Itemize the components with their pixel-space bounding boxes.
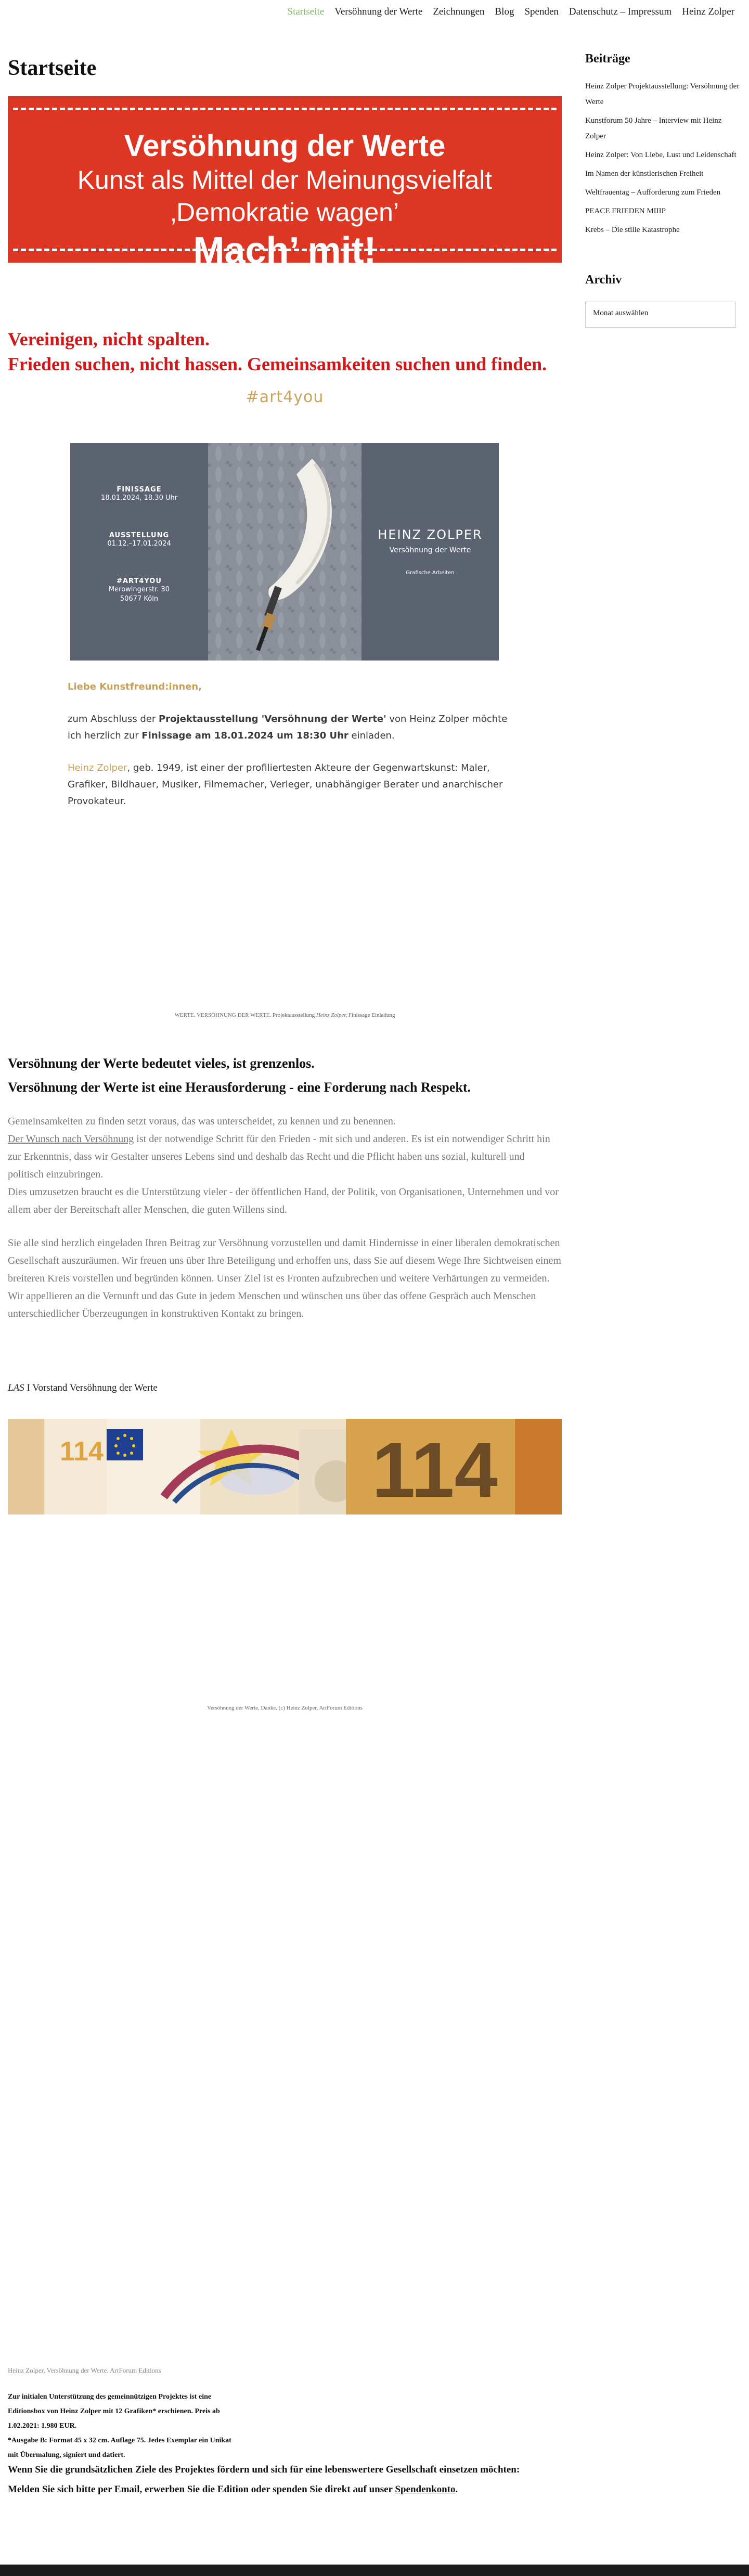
nav-item-startseite[interactable]: Startseite: [287, 6, 325, 17]
slogan-line-1: Vereinigen, nicht spalten.: [8, 329, 210, 349]
nav-item-blog[interactable]: Blog: [495, 6, 514, 17]
nav-item-zeichnungen[interactable]: Zeichnungen: [433, 6, 485, 17]
post-link[interactable]: PEACE FRIEDEN MIIIP: [585, 207, 666, 215]
donation-call: Wenn Sie die grundsätzlichen Ziele des Projektes fördern und sich für eine lebenswertere Gesellschaft einsetzen möchten: Melden Sie sich bitte per Email, erwerben Sie die Edition oder spenden Sie direkt auf unser Spendenkonto.: [8, 2464, 520, 2495]
flyer-artwork-photo: [208, 443, 361, 661]
banknote-illustration: [8, 1419, 562, 1514]
brush-sculpture-illustration: [208, 443, 361, 661]
nav-item-versoehnung[interactable]: Versöhnung der Werte: [334, 6, 423, 17]
signature: LAS I Vorstand Versöhnung der Werte: [8, 1382, 158, 1393]
banknote-caption: Versöhnung der Werte, Danke. (c) Heinz Zolper, ArtForum Editions: [207, 1705, 363, 1711]
flyer-finissage-heading: FINISSAGE: [117, 486, 162, 494]
banner-line-1: Versöhnung der Werte: [124, 129, 446, 163]
intro-paragraph-1: Gemeinsamkeiten zu finden setzt voraus, das was unterscheidet, zu kennen und zu benennen. Der Wunsch nach Versöhnung ist der notwendige Schritt für den Frieden - mit sich und anderen. Es ist ein notwendiger Schritt hin zur Erkenntnis, dass wir Gestalter unseres Lebens sind und deshalb das Recht und die Pflicht haben uns sozial, kulturell und politisch einzubringen. Dies umzusetzen braucht es die Unterstützung vieler - der öffentlichen Hand, der Politik, von Organisationen, Unternehmen und vor allem aber der Bereitschaft aller Menschen, die guten Willens sind.: [8, 1116, 559, 1215]
slogan: [8, 327, 562, 377]
flyer-event-info: [70, 443, 208, 661]
beitraege-title: Beiträge: [585, 52, 630, 66]
intro-text: [8, 1112, 562, 1338]
heading-grenzenlos: Versöhnung der Werte bedeutet vieles, ist grenzenlos.: [8, 1056, 315, 1071]
sidebar: [585, 52, 741, 317]
post-link[interactable]: Heinz Zolper: Von Liebe, Lust und Leidenschaft: [585, 151, 737, 159]
banner-dashed-line-top: [13, 108, 557, 110]
post-link[interactable]: Im Namen der künstlerischen Freiheit: [585, 170, 704, 178]
flyer-artist-info: [361, 443, 499, 661]
banknote-number: 114: [372, 1426, 498, 1513]
nav-item-heinz-zolper[interactable]: Heinz Zolper: [682, 6, 734, 17]
banknote-artwork-image: [8, 1419, 562, 1514]
footer-bar: [0, 2565, 749, 2576]
main-content: [8, 47, 562, 2495]
spendenkonto-link[interactable]: Spendenkonto: [395, 2484, 456, 2495]
hashtag: #art4you: [246, 388, 324, 406]
top-navigation: [0, 0, 749, 27]
banner-line-4: Mach’ mit!: [193, 230, 377, 271]
flyer-caption: WERTE. VERSÖHNUNG DER WERTE. Projektausstellung Heinz Zolper, Finissage Einladung: [174, 1012, 395, 1018]
banner-dashed-line-bottom: [13, 249, 557, 251]
nav-item-spenden[interactable]: Spenden: [524, 6, 559, 17]
svg-text:114: 114: [60, 1436, 104, 1467]
finissage-flyer-image: [70, 443, 499, 661]
nav-menu: [282, 6, 740, 18]
flyer-venue-heading: #ART4YOU: [117, 577, 162, 585]
post-link[interactable]: Weltfrauentag – Aufforderung zum Frieden: [585, 188, 721, 197]
flyer-finissage-date: 18.01.2024, 18.30 Uhr: [100, 494, 178, 502]
artist-link[interactable]: Heinz Zolper: [68, 762, 127, 773]
post-link[interactable]: Krebs – Die stille Katastrophe: [585, 226, 680, 234]
flyer-artist-subtitle: Versöhnung der Werte: [389, 546, 471, 554]
flyer-artist-works: Grafische Arbeiten: [406, 570, 455, 576]
edition-image-caption: Heinz Zolper, Versöhnung der Werte. ArtForum Editions: [8, 2366, 161, 2374]
slogan-line-2: Frieden suchen, nicht hassen. Gemeinsamkeiten suchen und finden.: [8, 354, 547, 374]
banner-line-2: Kunst als Mittel der Meinungsvielfalt: [77, 165, 493, 195]
hero-banner: [8, 96, 562, 271]
invitation-letter: [68, 679, 510, 825]
heading-respekt: Versöhnung der Werte ist eine Herausforderung - eine Forderung nach Respekt.: [8, 1080, 471, 1095]
banner-text: [8, 128, 562, 273]
archiv-title: Archiv: [585, 273, 622, 287]
nav-item-datenschutz[interactable]: Datenschutz – Impressum: [569, 6, 672, 17]
letter-paragraph-2: Heinz Zolper, geb. 1949, ist einer der profiliertesten Akteure der Gegenwartskunst: Maler, Grafiker, Bildhauer, Musiker, Filmemacher, Verleger, unabhängiger Berater und anarchischer Provokateur.: [68, 762, 503, 807]
letter-greeting: Liebe Kunstfreund:innen,: [68, 681, 202, 692]
banner-line-3: ‚Demokratie wagen’: [170, 198, 399, 227]
post-link[interactable]: Kunstforum 50 Jahre – Interview mit Heinz Zolper: [585, 116, 722, 140]
recent-posts-list: [585, 79, 741, 238]
archive-month-select[interactable]: Monat auswählen: [585, 302, 736, 328]
page-title: Startseite: [8, 56, 97, 80]
flyer-venue-city: 50677 Köln: [120, 595, 159, 603]
flyer-ausstellung-heading: AUSSTELLUNG: [109, 532, 170, 539]
versoehnung-link[interactable]: Der Wunsch nach Versöhnung: [8, 1133, 134, 1145]
flyer-ausstellung-dates: 01.12.–17.01.2024: [107, 540, 171, 548]
flyer-venue-street: Merowingerstr. 30: [108, 586, 170, 593]
intro-paragraph-2: Sie alle sind herzlich eingeladen Ihren Beitrag zur Versöhnung vorzustellen und damit Hindernisse in einer liberalen demokratischen Gesellschaft auszuräumen. Wir freuen uns über Ihre Beteiligung und erhoffen uns, dass Sie auf diesem Wege Ihre Sichtweisen einem breiteren Kreis vorstellen und begründen können. Unser Ziel ist es Fronten aufzubrechen und weitere Verhärtungen zu vermeiden. Wir appellieren an die Vernunft und das Gute in jedem Menschen und wünschen uns über das offene Gespräch auch Menschen unterschiedlicher Überzeugungen in konstruktiven Kontakt zu bringen.: [8, 1237, 561, 1319]
letter-paragraph-1: zum Abschluss der Projektausstellung 'Versöhnung der Werte' von Heinz Zolper möchte ich herzlich zur Finissage am 18.01.2024 um 18:30 Uhr einladen.: [68, 714, 508, 741]
edition-info: Zur initialen Unterstützung des gemeinnützigen Projektes ist eine Editionsbox von Heinz Zolper mit 12 Grafiken* erschienen. Preis ab 1.02.2021: 1.980 EUR. *Ausgabe B: Format 45 x 32 cm. Auflage 75. Jedes Exemplar ein Unikat mit Übermalung, signiert und datiert.: [8, 2393, 231, 2459]
post-link[interactable]: Heinz Zolper Projektausstellung: Versöhnung der Werte: [585, 82, 740, 106]
flyer-artist-name: HEINZ ZOLPER: [378, 527, 483, 542]
